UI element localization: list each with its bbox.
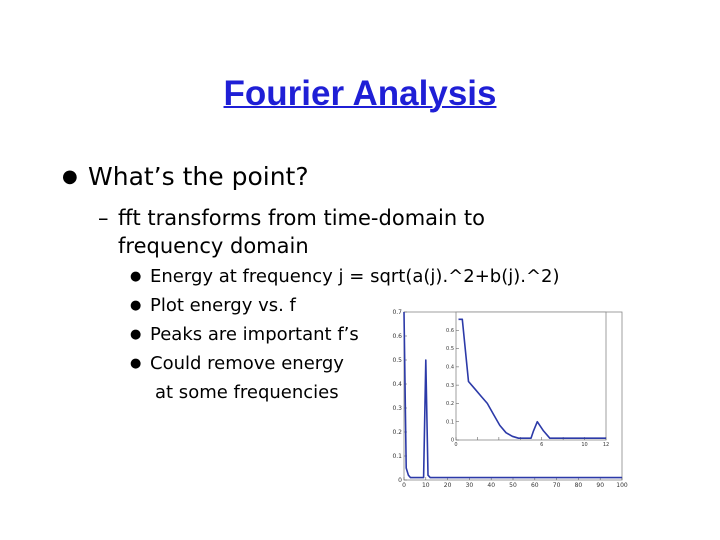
inset-y-tick-label: 0.3 — [446, 382, 454, 389]
main-x-tick-label: 30 — [465, 482, 474, 489]
fft-energy-plot — [360, 302, 630, 492]
inset-chart — [446, 312, 609, 448]
main-y-tick-label: 0 — [398, 477, 402, 484]
main-x-tick-label: 60 — [530, 482, 539, 489]
main-x-tick-label: 10 — [421, 482, 430, 489]
main-x-tick-label: 100 — [616, 482, 628, 489]
inset-y-tick-label: 0.1 — [446, 419, 454, 426]
inset-x-tick-label: 6 — [540, 442, 544, 448]
detail-bullet-continuation: at some frequencies — [155, 382, 339, 403]
main-y-tick-label: 0.3 — [392, 405, 402, 412]
main-bullet-text: What’s the point? — [88, 162, 309, 191]
inset-x-tick-label: 12 — [602, 442, 610, 448]
slide-title: Fourier Analysis — [223, 74, 497, 113]
inset-y-tick-label: 0.5 — [446, 346, 454, 353]
bullet-dot-icon: ● — [130, 356, 142, 371]
inset-y-tick-label: 0.4 — [446, 364, 454, 371]
main-x-tick-label: 50 — [509, 482, 517, 489]
main-x-tick-label: 70 — [552, 482, 561, 489]
main-y-tick-label: 0.7 — [392, 309, 402, 316]
detail-bullet-text: Energy at frequency j = sqrt(a(j).^2+b(j).^2) — [150, 266, 560, 287]
inset-y-tick-label: 0.6 — [446, 327, 454, 334]
main-y-tick-label: 0.2 — [392, 429, 402, 436]
detail-bullet-text: Plot energy vs. f — [150, 295, 296, 316]
sub-bullet-dash: – — [98, 206, 109, 230]
detail-bullet-text: Could remove energy — [150, 353, 344, 374]
inset-y-tick-label: 0.2 — [446, 401, 454, 408]
main-x-tick-label: 20 — [443, 482, 452, 489]
bullet-dot-icon: ● — [130, 327, 142, 342]
main-y-tick-label: 0.1 — [392, 453, 402, 460]
main-x-tick-label: 90 — [596, 482, 605, 489]
main-x-tick-label: 80 — [574, 482, 583, 489]
main-bullet — [62, 162, 309, 191]
inset-frame — [456, 312, 606, 440]
inset-x-tick-label: 10 — [581, 442, 588, 448]
inset-x-tick-label: 0 — [454, 442, 458, 448]
main-x-tick-label: 40 — [487, 482, 496, 489]
main-y-tick-label: 0.6 — [392, 333, 402, 340]
main-x-tick-label: 0 — [402, 482, 406, 489]
sub-bullet — [98, 204, 568, 260]
sub-bullet-text: fft transforms from time-domain to frequency domain — [118, 206, 485, 258]
bullet-dot-icon: ● — [130, 298, 142, 313]
bullet-dot-icon: ● — [130, 269, 142, 284]
detail-bullet-text: Peaks are important f’s — [150, 324, 359, 345]
bullet-dot-icon: ● — [62, 166, 78, 187]
main-y-tick-label: 0.5 — [392, 357, 402, 364]
inset-y-tick-label: 0 — [450, 437, 454, 444]
main-y-tick-label: 0.4 — [392, 381, 402, 388]
detail-bullet-item — [130, 262, 560, 291]
